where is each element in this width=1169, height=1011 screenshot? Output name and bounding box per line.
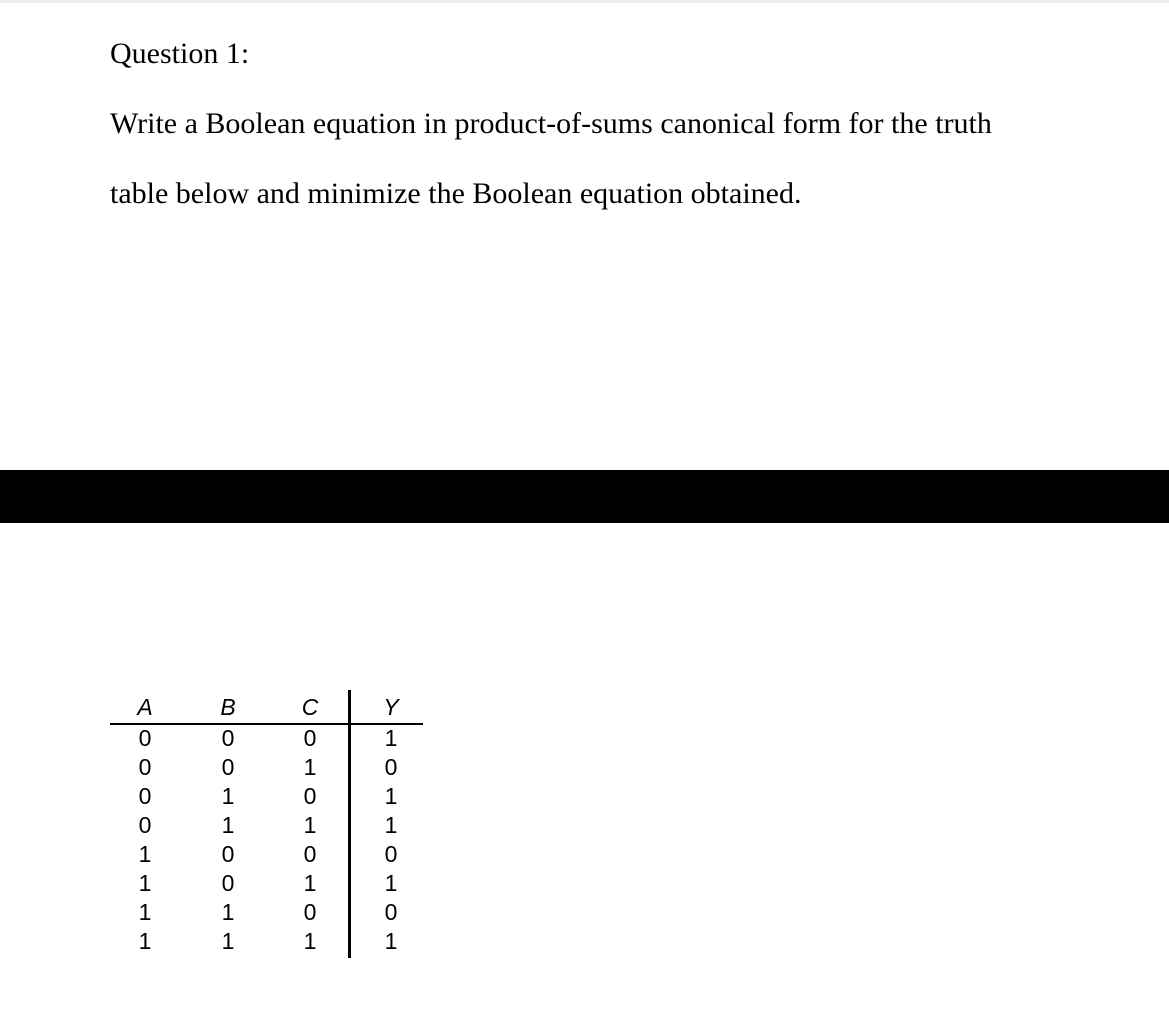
cell-b-row-3: 1 (221, 783, 235, 809)
cell-y-row-5: 0 (384, 841, 398, 867)
cell-y-row-6: 1 (384, 870, 398, 896)
cell-a-row-4: 0 (138, 812, 152, 838)
cell-b-row-8: 1 (221, 928, 235, 954)
header-y: Y (383, 694, 399, 720)
cell-b-row-7: 1 (221, 899, 235, 925)
question-text-line-2: table below and minimize the Boolean equation obtained. (110, 177, 802, 210)
cell-a-row-2: 0 (138, 754, 152, 780)
cell-a-row-7: 1 (138, 899, 152, 925)
header-a: A (137, 694, 153, 720)
cell-a-row-3: 0 (138, 783, 152, 809)
cell-c-row-3: 0 (303, 783, 317, 809)
redaction-band (0, 470, 1169, 523)
cell-a-row-5: 1 (138, 841, 152, 867)
header-divider (110, 723, 423, 725)
cell-a-row-1: 0 (138, 725, 152, 751)
truth-table (110, 690, 430, 965)
cell-y-row-3: 1 (384, 783, 398, 809)
question-text-line-1: Write a Boolean equation in product-of-sums canonical form for the truth (110, 107, 992, 140)
cell-y-row-8: 1 (384, 928, 398, 954)
column-a (125, 690, 165, 956)
column-c (290, 690, 330, 956)
cell-y-row-2: 0 (384, 754, 398, 780)
cell-b-row-5: 0 (221, 841, 235, 867)
cell-c-row-4: 1 (303, 812, 317, 838)
cell-c-row-2: 1 (303, 754, 317, 780)
cell-b-row-4: 1 (221, 812, 235, 838)
cell-b-row-6: 0 (221, 870, 235, 896)
cell-y-row-1: 1 (384, 725, 398, 751)
cell-c-row-8: 1 (303, 928, 317, 954)
header-b: B (220, 694, 236, 720)
cell-y-row-7: 0 (384, 899, 398, 925)
cell-c-row-6: 1 (303, 870, 317, 896)
output-divider (348, 690, 351, 958)
cell-b-row-2: 0 (221, 754, 235, 780)
cell-b-row-1: 0 (221, 725, 235, 751)
cell-c-row-1: 0 (303, 725, 317, 751)
page-top-edge (0, 0, 1169, 3)
column-b (208, 690, 248, 956)
header-c: C (301, 694, 319, 720)
cell-c-row-7: 0 (303, 899, 317, 925)
column-y (371, 690, 411, 956)
cell-a-row-6: 1 (138, 870, 152, 896)
cell-c-row-5: 0 (303, 841, 317, 867)
cell-y-row-4: 1 (384, 812, 398, 838)
cell-a-row-8: 1 (138, 928, 152, 954)
question-heading: Question 1: (110, 37, 250, 70)
